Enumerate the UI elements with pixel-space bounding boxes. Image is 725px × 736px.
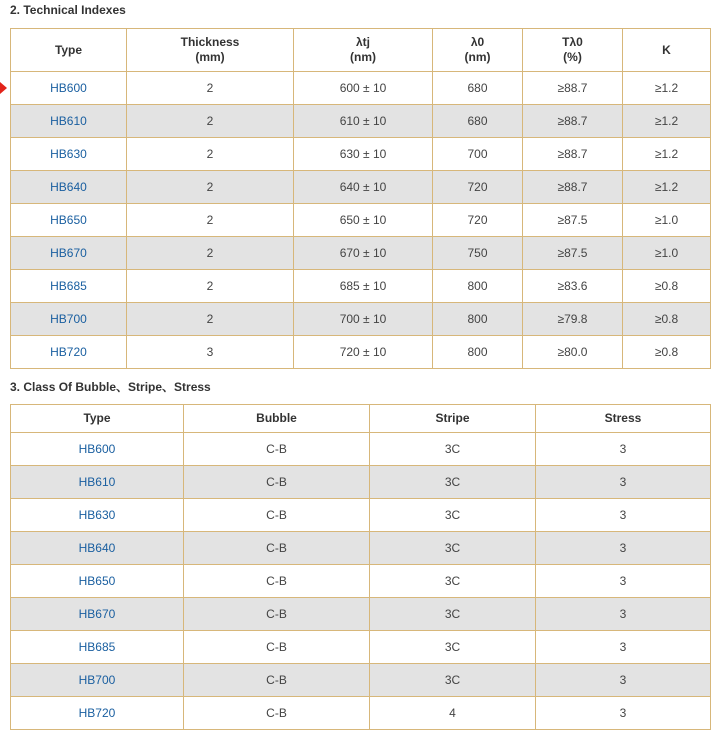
technical-indexes-table: [10, 28, 711, 369]
type-link[interactable]: HB600: [11, 72, 127, 105]
table-cell: ≥88.7: [523, 72, 623, 105]
table-cell: 670 ± 10: [294, 237, 433, 270]
table-cell: 720 ± 10: [294, 336, 433, 369]
table-cell: ≥1.0: [623, 204, 711, 237]
table-body: [11, 72, 711, 369]
table-cell: 3: [536, 499, 711, 532]
table-cell: 610 ± 10: [294, 105, 433, 138]
type-link[interactable]: HB640: [11, 532, 184, 565]
table-row: [11, 631, 711, 664]
type-link[interactable]: HB630: [11, 499, 184, 532]
table-row: [11, 72, 711, 105]
type-link[interactable]: HB600: [11, 433, 184, 466]
table-cell: 640 ± 10: [294, 171, 433, 204]
column-header-tj: [294, 29, 433, 72]
table-cell: 3: [536, 565, 711, 598]
table-cell: 3: [536, 433, 711, 466]
table-cell: ≥87.5: [523, 237, 623, 270]
table-cell: 750: [433, 237, 523, 270]
table-cell: 3: [536, 631, 711, 664]
column-header-label: K: [662, 42, 671, 57]
table-row: [11, 565, 711, 598]
column-header-unit: (nm): [464, 50, 491, 64]
table-cell: ≥83.6: [523, 270, 623, 303]
table-cell: C-B: [184, 433, 370, 466]
table-cell: 3C: [370, 499, 536, 532]
table-cell: ≥88.7: [523, 105, 623, 138]
table-cell: C-B: [184, 532, 370, 565]
table-row: [11, 433, 711, 466]
type-link[interactable]: HB685: [11, 270, 127, 303]
table-cell: ≥87.5: [523, 204, 623, 237]
table-cell: ≥1.2: [623, 105, 711, 138]
table-cell: 3: [536, 598, 711, 631]
table-row: [11, 270, 711, 303]
type-link[interactable]: HB670: [11, 237, 127, 270]
table-cell: 680: [433, 72, 523, 105]
table-cell: 3C: [370, 631, 536, 664]
table-cell: 3C: [370, 598, 536, 631]
column-header-label: Type: [54, 42, 83, 57]
type-link[interactable]: HB700: [11, 303, 127, 336]
column-header-t-0: [523, 29, 623, 72]
table-header: [11, 29, 711, 72]
table-cell: 3: [536, 466, 711, 499]
table-cell: C-B: [184, 664, 370, 697]
column-header-label: λ0: [470, 35, 485, 49]
type-link[interactable]: HB650: [11, 565, 184, 598]
type-link[interactable]: HB630: [11, 138, 127, 171]
table-cell: ≥1.2: [623, 171, 711, 204]
table-cell: 685 ± 10: [294, 270, 433, 303]
type-link[interactable]: HB700: [11, 664, 184, 697]
table-cell: 3C: [370, 532, 536, 565]
table-cell: C-B: [184, 499, 370, 532]
table-row: [11, 138, 711, 171]
table-row: [11, 204, 711, 237]
column-header-k: [623, 29, 711, 72]
table-cell: C-B: [184, 565, 370, 598]
bubble-stripe-stress-table: [10, 404, 711, 730]
table-cell: 650 ± 10: [294, 204, 433, 237]
table-cell: 2: [127, 105, 294, 138]
column-header-unit: (nm): [350, 50, 376, 64]
type-link[interactable]: HB650: [11, 204, 127, 237]
table-body: [11, 433, 711, 730]
table-cell: ≥0.8: [623, 303, 711, 336]
table-cell: 680: [433, 105, 523, 138]
pointer-arrow-icon: [0, 82, 7, 94]
table-cell: 3C: [370, 565, 536, 598]
table-cell: 630 ± 10: [294, 138, 433, 171]
table-cell: C-B: [184, 631, 370, 664]
column-header-bubble: Bubble: [184, 405, 370, 433]
table-cell: ≥1.2: [623, 72, 711, 105]
table-row: [11, 499, 711, 532]
table-cell: 3: [536, 697, 711, 730]
table-row: [11, 697, 711, 730]
type-link[interactable]: HB610: [11, 466, 184, 499]
table-cell: ≥80.0: [523, 336, 623, 369]
column-header-stress: Stress: [536, 405, 711, 433]
table-cell: C-B: [184, 697, 370, 730]
table-row: [11, 664, 711, 697]
table-cell: 600 ± 10: [294, 72, 433, 105]
table-cell: ≥1.0: [623, 237, 711, 270]
table-cell: 800: [433, 270, 523, 303]
table-row: [11, 598, 711, 631]
column-header-label: λtj: [355, 35, 370, 49]
table-row: [11, 466, 711, 499]
table-cell: 800: [433, 303, 523, 336]
column-header-thickness: [127, 29, 294, 72]
header-row: [11, 29, 711, 72]
table-cell: ≥0.8: [623, 270, 711, 303]
column-header-unit: (%): [563, 50, 582, 64]
table-cell: 2: [127, 138, 294, 171]
column-header-0: [433, 29, 523, 72]
table-cell: ≥88.7: [523, 138, 623, 171]
table-cell: 2: [127, 72, 294, 105]
column-header-unit: (mm): [195, 50, 225, 64]
column-header-type: Type: [11, 405, 184, 433]
column-header-type: [11, 29, 127, 72]
type-link[interactable]: HB720: [11, 336, 127, 369]
table-cell: 2: [127, 237, 294, 270]
table-row: [11, 237, 711, 270]
section-title-bubble-stripe-stress: 3. Class Of Bubble、Stripe、Stress: [10, 380, 211, 394]
type-link[interactable]: HB685: [11, 631, 184, 664]
type-link[interactable]: HB720: [11, 697, 184, 730]
table-header: [11, 405, 711, 433]
table-row: [11, 105, 711, 138]
table-cell: 800: [433, 336, 523, 369]
column-header-label: Thickness: [180, 35, 240, 49]
table-cell: C-B: [184, 466, 370, 499]
table-cell: 3: [536, 532, 711, 565]
table-row: [11, 171, 711, 204]
column-header-stripe: Stripe: [370, 405, 536, 433]
header-row: [11, 405, 711, 433]
table-cell: ≥79.8: [523, 303, 623, 336]
table-cell: 2: [127, 270, 294, 303]
column-header-label: Tλ0: [562, 35, 583, 49]
table-cell: 3: [127, 336, 294, 369]
type-link[interactable]: HB610: [11, 105, 127, 138]
table-cell: 2: [127, 303, 294, 336]
table-cell: 3C: [370, 466, 536, 499]
table-cell: 3C: [370, 433, 536, 466]
table-cell: ≥0.8: [623, 336, 711, 369]
table-cell: C-B: [184, 598, 370, 631]
table-cell: 700 ± 10: [294, 303, 433, 336]
table-cell: 2: [127, 204, 294, 237]
table-cell: 700: [433, 138, 523, 171]
section-title-technical-indexes: 2. Technical Indexes: [10, 3, 126, 17]
type-link[interactable]: HB670: [11, 598, 184, 631]
table-cell: 2: [127, 171, 294, 204]
table-cell: 720: [433, 171, 523, 204]
table-cell: ≥88.7: [523, 171, 623, 204]
table-cell: 3: [536, 664, 711, 697]
table-cell: 3C: [370, 664, 536, 697]
table-row: [11, 336, 711, 369]
table-cell: 4: [370, 697, 536, 730]
table-cell: 720: [433, 204, 523, 237]
table-row: [11, 532, 711, 565]
table-cell: ≥1.2: [623, 138, 711, 171]
type-link[interactable]: HB640: [11, 171, 127, 204]
table-row: [11, 303, 711, 336]
